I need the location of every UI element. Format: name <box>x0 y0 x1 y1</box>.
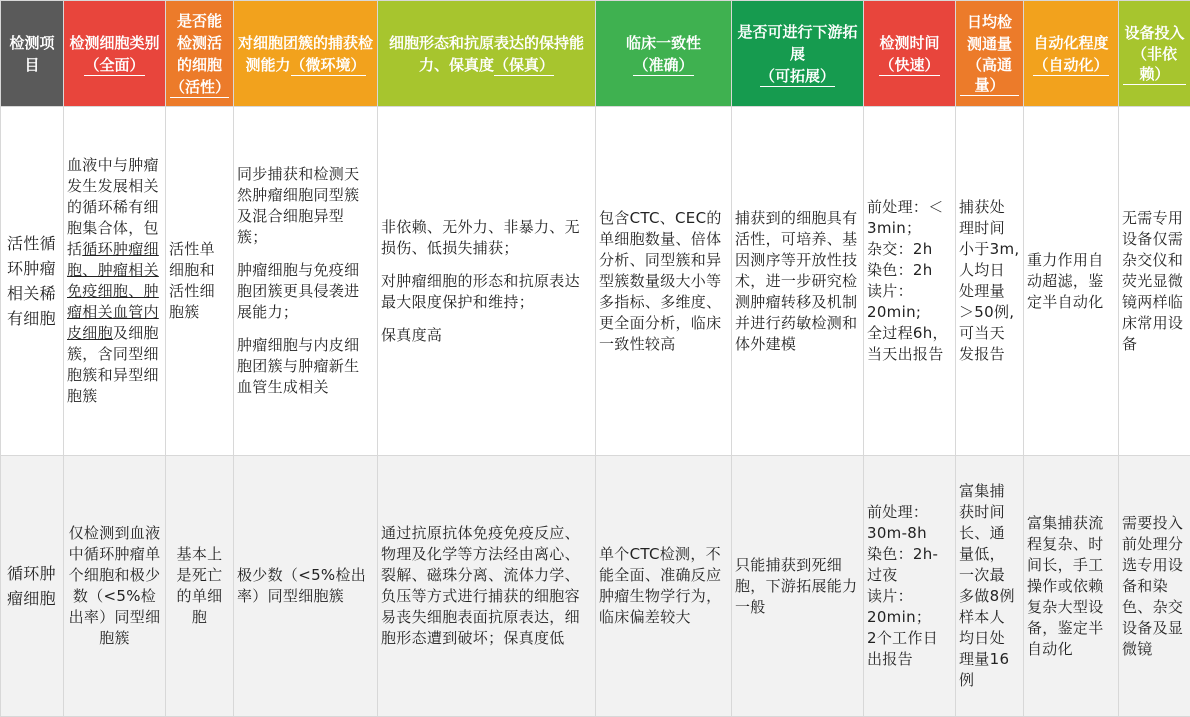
header-cluster-capture <box>234 1 378 107</box>
cell-time <box>864 456 956 717</box>
time-line: 读片：20min； <box>867 586 952 628</box>
header-equipment-title: 设备投入 <box>1124 24 1184 42</box>
cell-cluster: 极少数（<5%检出率）同型细胞簇 <box>234 456 378 717</box>
cell-cluster <box>234 107 378 456</box>
cluster-paragraph: 肿瘤细胞与免疫细胞团簇更具侵袭进展能力； <box>237 260 374 323</box>
header-cluster-capture-title: 对细胞团簇的捕获检测能力 <box>238 34 373 74</box>
table-row <box>1 107 1190 456</box>
header-downstream <box>732 1 864 107</box>
cell-automation: 富集捕获流程复杂、时间长，手工操作或依赖复杂大型设备，鉴定半自动化 <box>1024 456 1119 717</box>
header-equipment-sub: （非依赖） <box>1123 44 1186 85</box>
header-downstream-sub: （可拓展） <box>760 66 835 87</box>
header-cell-category-title: 检测细胞类别 <box>69 34 159 52</box>
header-row <box>1 1 1190 107</box>
category-text-tail: 及细胞簇，含同型细胞簇和异型细胞簇 <box>67 324 159 405</box>
header-detection-item <box>1 1 64 107</box>
time-line: 2个工作日出报告 <box>867 628 952 670</box>
time-line: 全过程6h，当天出报告 <box>867 323 952 365</box>
cell-clinical: 包含CTC、CEC的单细胞数量、倍体分析、同型簇和异型簇数量级大小等多指标、多维度、更全面分析，临床一致性较高 <box>596 107 732 456</box>
cell-automation: 重力作用自动超滤，鉴定半自动化 <box>1024 107 1119 456</box>
category-text: 血液中与肿瘤发生发展相关的循环稀有细胞集合体，包括 <box>67 156 159 258</box>
header-cell-category <box>64 1 166 107</box>
header-fidelity <box>378 1 596 107</box>
header-viability <box>166 1 234 107</box>
row-name: 活性循环肿瘤相关稀有细胞 <box>1 107 64 456</box>
cell-downstream: 只能捕获到死细胞，下游拓展能力一般 <box>732 456 864 717</box>
cell-fidelity <box>378 107 596 456</box>
header-automation-title: 自动化程度 <box>1033 34 1108 52</box>
cell-time <box>864 107 956 456</box>
header-equipment <box>1119 1 1190 107</box>
cell-clinical: 单个CTC检测，不能全面、准确反应肿瘤生物学行为，临床偏差较大 <box>596 456 732 717</box>
time-line: 杂交：2h <box>867 239 952 260</box>
fidelity-paragraph: 保真度高 <box>381 325 592 346</box>
header-viability-title: 是否能检测活的细胞 <box>177 12 222 74</box>
header-automation-sub: （自动化） <box>1033 55 1108 76</box>
cell-throughput: 捕获处理时间小于3m,人均日处理量＞50例,可当天发报告 <box>956 107 1024 456</box>
header-detection-time-sub: （快速） <box>879 55 939 76</box>
cell-throughput: 富集捕获时间长、通量低，一次最多做8例样本人均日处理量16例 <box>956 456 1024 717</box>
header-automation <box>1024 1 1119 107</box>
time-line: 前处理：＜3min； <box>867 197 952 239</box>
row-name: 循环肿瘤细胞 <box>1 456 64 717</box>
header-detection-time <box>864 1 956 107</box>
header-throughput <box>956 1 1024 107</box>
cell-viability: 活性单细胞和活性细胞簇 <box>166 107 234 456</box>
header-fidelity-sub: （保真） <box>494 55 554 76</box>
cluster-paragraph: 同步捕获和检测天然肿瘤细胞同型簇及混合细胞异型簇； <box>237 164 374 248</box>
fidelity-paragraph: 对肿瘤细胞的形态和抗原表达最大限度保护和维持； <box>381 271 592 313</box>
header-viability-sub: （活性） <box>170 77 229 98</box>
cell-viability: 基本上是死亡的单细胞 <box>166 456 234 717</box>
time-line: 读片：20min; <box>867 281 952 323</box>
cell-downstream: 捕获到的细胞具有活性，可培养、基因测序等开放性技术，进一步研究检测肿瘤转移及机制并进行药敏检测和体外建模 <box>732 107 864 456</box>
header-clinical-consistency <box>596 1 732 107</box>
header-detection-time-title: 检测时间 <box>879 34 939 52</box>
header-cell-category-sub: （全面） <box>84 55 144 76</box>
header-throughput-sub: （高通量） <box>960 55 1019 96</box>
fidelity-paragraph: 非依赖、无外力、非暴力、无损伤、低损失捕获； <box>381 217 592 259</box>
table-row <box>1 456 1190 717</box>
cell-category <box>64 107 166 456</box>
category-underlined-text: 循环肿瘤细胞、肿瘤相关免疫细胞、肿瘤相关血管内皮细胞 <box>67 240 159 342</box>
time-line: 染色：2h <box>867 260 952 281</box>
cell-equipment: 无需专用设备仅需杂交仪和荧光显微镜两样临床常用设备 <box>1119 107 1190 456</box>
cluster-paragraph: 肿瘤细胞与内皮细胞团簇与肿瘤新生血管生成相关 <box>237 335 374 398</box>
header-downstream-title: 是否可进行下游拓展 <box>737 23 857 63</box>
cell-equipment: 需要投入前处理分选专用设备和染色、杂交设备及显微镜 <box>1119 456 1190 717</box>
time-line: 前处理：30m-8h <box>867 502 952 544</box>
cell-category: 仅检测到血液中循环肿瘤单个细胞和极少数（<5%检出率）同型细胞簇 <box>64 456 166 717</box>
header-cluster-capture-sub: （微环境） <box>291 55 366 76</box>
header-clinical-consistency-title: 临床一致性 <box>626 34 701 52</box>
header-detection-item-title: 检测项目 <box>9 34 54 74</box>
cell-fidelity: 通过抗原抗体免疫免疫反应、物理及化学等方法经由离心、裂解、磁珠分离、流体力学、负压等方式进行捕获的细胞容易丧失细胞表面抗原表达，细胞形态遭到破坏；保真度低 <box>378 456 596 717</box>
header-fidelity-title: 细胞形态和抗原表达的保持能力、保真度 <box>389 34 584 74</box>
header-throughput-title: 日均检测通量 <box>967 13 1012 53</box>
header-clinical-consistency-sub: （准确） <box>633 55 693 76</box>
time-line: 染色：2h-过夜 <box>867 544 952 586</box>
